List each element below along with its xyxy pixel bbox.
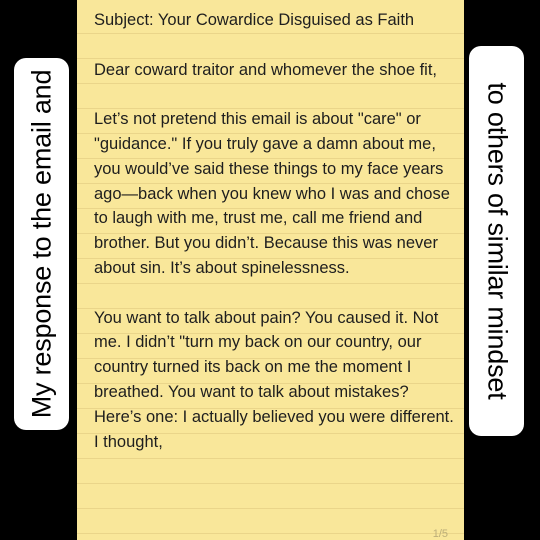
note-subject: Subject: Your Cowardice Disguised as Faith xyxy=(94,11,415,29)
note-paragraph: You want to talk about pain? You caused it. Not me. I didn’t "turn my back on our country, our country turned its back on me the moment I breathed. You want to talk about mistakes? Here’s one: I actually believed you were different. I thought, xyxy=(94,308,454,451)
caption-left-text: My response to the email and xyxy=(26,69,56,419)
page-indicator: 1/5 xyxy=(432,528,448,540)
note-body xyxy=(94,8,456,479)
caption-left xyxy=(14,58,69,430)
caption-right xyxy=(469,46,524,436)
note-salutation: Dear coward traitor and whomever the shoe fit, xyxy=(94,60,437,79)
notepad-page xyxy=(77,0,464,540)
caption-right-text: to others of similar mindset xyxy=(482,82,512,400)
note-paragraph: Let’s not pretend this email is about "care" or "guidance." If you truly gave a damn about me, you would’ve said these things to my face years ago—back when you knew who I was and chose to laugh with me, trust me, call me friend and brother. But you didn’t. Because this was never about sin. It’s about spinelessness. xyxy=(94,110,450,277)
